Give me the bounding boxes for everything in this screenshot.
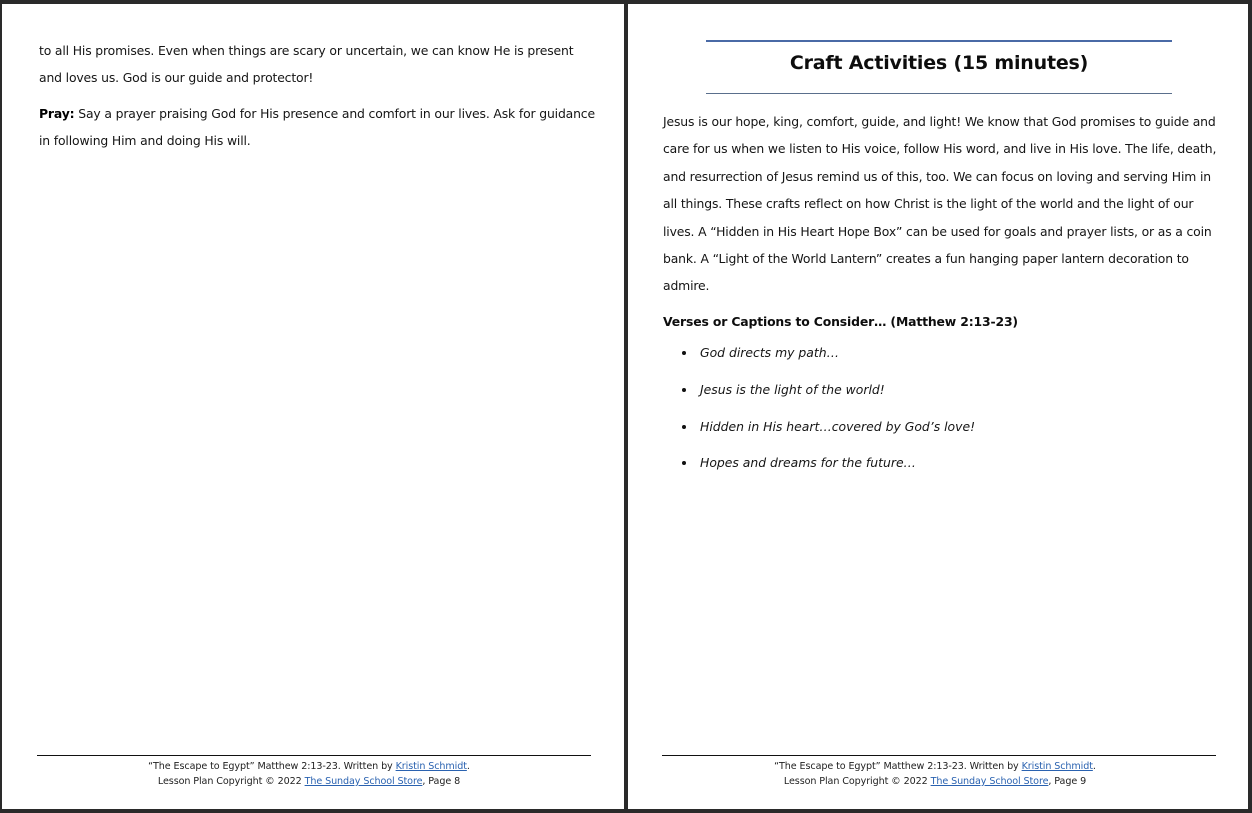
verse-text: Hidden in His heart…covered by God’s love!: [700, 418, 976, 434]
footer-page-number: , Page 8: [422, 776, 461, 787]
footer-line-1: [625, 759, 1245, 774]
footer-line-1: [0, 759, 620, 774]
verses-heading: Verses or Captions to Consider… (Matthew 2:13-23): [663, 314, 1018, 329]
author-link[interactable]: Kristin Schmidt: [1021, 761, 1093, 772]
body-paragraph: to all His promises. Even when things are scary or uncertain, we can know He is present and loves us. God is our guide and protector!: [39, 43, 574, 86]
page-footer: [625, 759, 1245, 789]
footer-divider: [37, 755, 591, 756]
footer-line-2: [625, 774, 1245, 789]
bullet-icon: [682, 425, 686, 429]
bullet-icon: [682, 461, 686, 465]
section-title: Craft Activities (15 minutes): [789, 52, 1089, 74]
footer-page-number: , Page 9: [1048, 776, 1087, 787]
title-rule-top: [706, 40, 1172, 42]
verse-text: Hopes and dreams for the future…: [700, 455, 916, 471]
page-8: [2, 4, 624, 809]
list-item: [663, 418, 975, 455]
verse-text: God directs my path…: [700, 345, 839, 360]
bullet-icon: [682, 351, 686, 355]
page-9: [628, 4, 1248, 809]
page-footer: [0, 759, 620, 789]
bullet-icon: [682, 388, 686, 392]
list-item: [663, 381, 975, 418]
footer-punctuation: .: [466, 761, 470, 772]
store-link[interactable]: The Sunday School Store: [930, 776, 1049, 787]
footer-punctuation: .: [1092, 761, 1096, 772]
footer-divider: [662, 755, 1216, 756]
store-link[interactable]: The Sunday School Store: [304, 776, 423, 787]
author-link[interactable]: Kristin Schmidt: [395, 761, 467, 772]
footer-copyright: Lesson Plan Copyright © 2022: [157, 776, 305, 787]
footer-line-2: [0, 774, 620, 789]
footer-copyright: Lesson Plan Copyright © 2022: [783, 776, 931, 787]
verse-list: [663, 344, 975, 491]
footer-lesson-title: “The Escape to Egypt” Matthew 2:13-23. Written by: [774, 761, 1022, 772]
list-item: [663, 344, 975, 381]
title-rule-bottom: [706, 93, 1172, 94]
verse-text: Jesus is the light of the world!: [700, 381, 885, 397]
pray-text: Say a prayer praising God for His presence and comfort in our lives. Ask for guidance in following Him and doing His will.: [39, 106, 595, 149]
intro-paragraph: Jesus is our hope, king, comfort, guide, and light! We know that God promises to guide and care for us when we listen to His voice, follow His word, and live in His love. The life, death, and resurrection of Jesus remind us of this, too. We can focus on loving and serving Him in all things. These crafts reflect on how Christ is the light of the world and the light of our lives. A “Hidden in His Heart Hope Box” can be used for goals and prayer lists, or as a coin bank. A “Light of the World Lantern” creates a fun hanging paper lantern decoration to admire.: [663, 114, 1217, 294]
list-item: [663, 454, 975, 491]
pray-paragraph: [39, 100, 599, 155]
pray-label: Pray:: [39, 106, 75, 121]
footer-lesson-title: “The Escape to Egypt” Matthew 2:13-23. Written by: [148, 761, 396, 772]
